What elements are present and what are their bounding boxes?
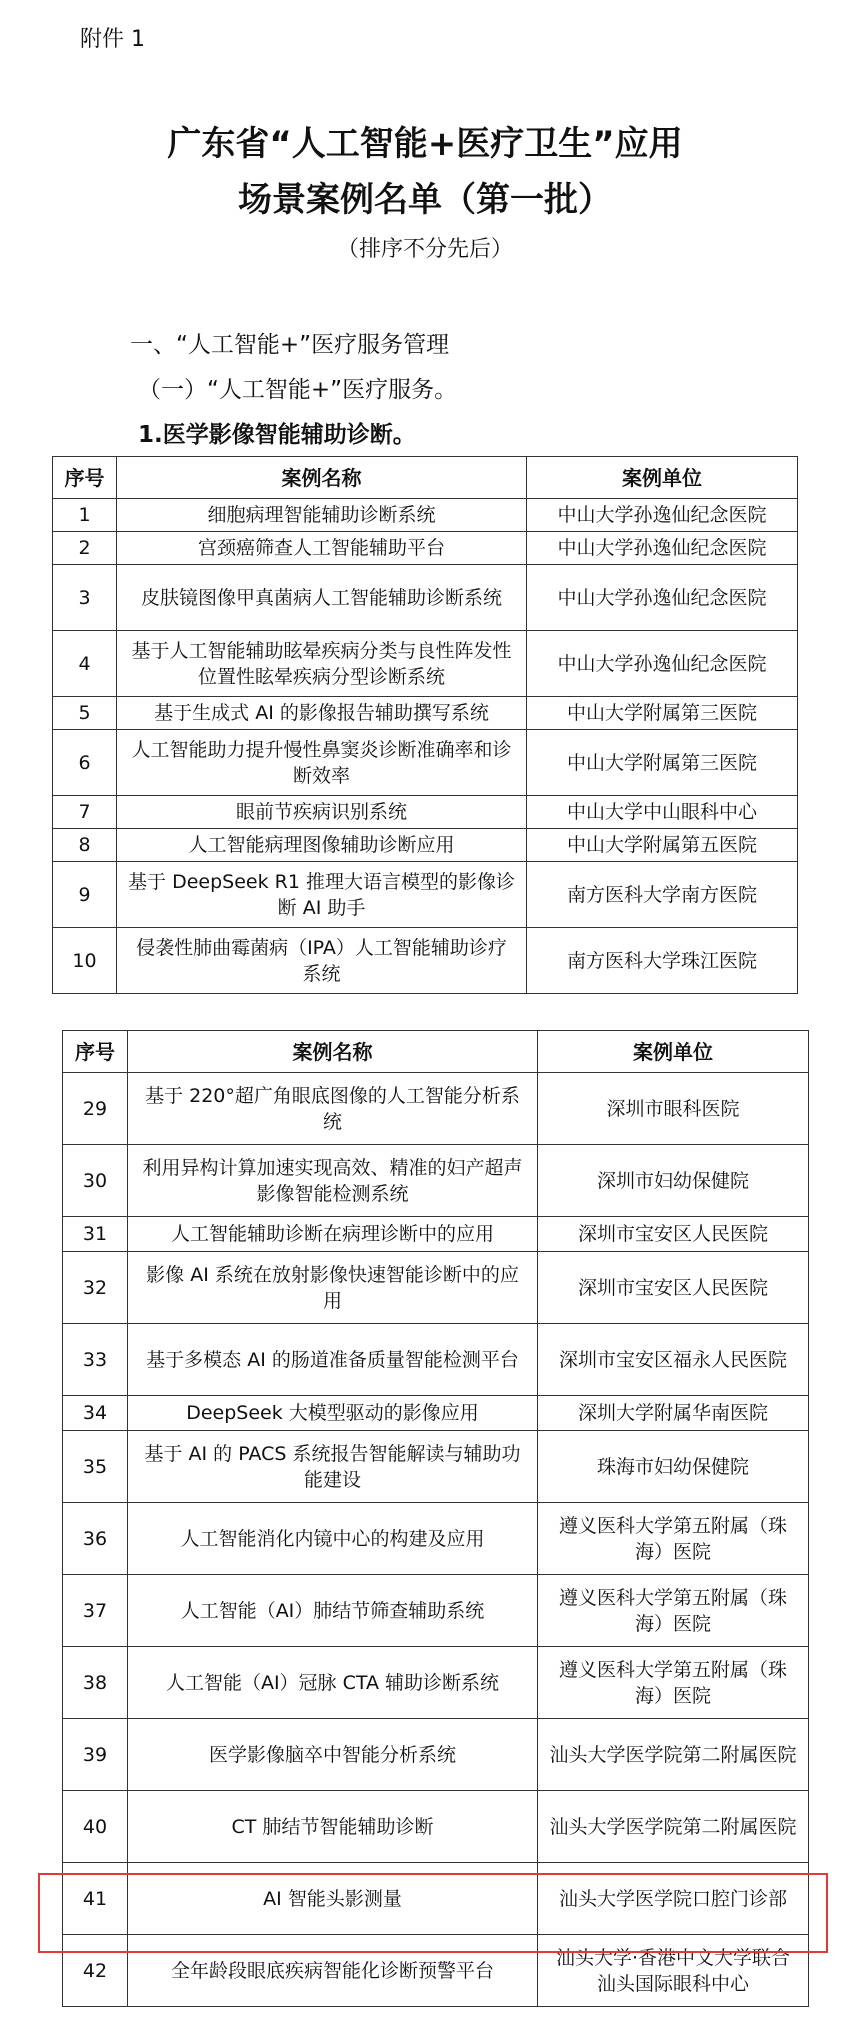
table-row — [63, 1503, 809, 1575]
cell-no: 39 — [63, 1719, 128, 1791]
cell-unit: 汕头大学医学院第二附属医院 — [538, 1719, 809, 1791]
cell-unit: 汕头大学·香港中文大学联合汕头国际眼科中心 — [538, 1935, 809, 2007]
table-row — [53, 565, 798, 631]
cell-name: 人工智能消化内镜中心的构建及应用 — [128, 1503, 538, 1575]
cell-no: 41 — [63, 1863, 128, 1935]
cell-unit: 南方医科大学南方医院 — [527, 862, 798, 928]
cell-name: 宫颈癌筛查人工智能辅助平台 — [117, 532, 527, 565]
cell-no: 35 — [63, 1431, 128, 1503]
subsection-item-heading: 1.医学影像智能辅助诊断。 — [138, 422, 416, 448]
table-row — [63, 1431, 809, 1503]
table-row — [63, 1073, 809, 1145]
table-row — [63, 1145, 809, 1217]
cell-unit: 深圳大学附属华南医院 — [538, 1396, 809, 1431]
header-unit: 案例单位 — [527, 457, 798, 499]
cell-name: 基于 DeepSeek R1 推理大语言模型的影像诊断 AI 助手 — [117, 862, 527, 928]
cell-unit: 珠海市妇幼保健院 — [538, 1431, 809, 1503]
cell-no: 37 — [63, 1575, 128, 1647]
cell-name: 细胞病理智能辅助诊断系统 — [117, 499, 527, 532]
table-row — [63, 1396, 809, 1431]
table-row — [53, 829, 798, 862]
cell-name: 人工智能辅助诊断在病理诊断中的应用 — [128, 1217, 538, 1252]
cell-no: 4 — [53, 631, 117, 697]
table-row — [63, 1719, 809, 1791]
cell-no: 32 — [63, 1252, 128, 1324]
cell-unit: 深圳市眼科医院 — [538, 1073, 809, 1145]
cell-no: 9 — [53, 862, 117, 928]
cell-unit: 遵义医科大学第五附属（珠海）医院 — [538, 1647, 809, 1719]
cell-no: 42 — [63, 1935, 128, 2007]
cell-name: AI 智能头影测量 — [128, 1863, 538, 1935]
header-name: 案例名称 — [117, 457, 527, 499]
cell-name: CT 肺结节智能辅助诊断 — [128, 1791, 538, 1863]
cell-no: 1 — [53, 499, 117, 532]
cell-name: 基于人工智能辅助眩晕疾病分类与良性阵发性位置性眩晕疾病分型诊断系统 — [117, 631, 527, 697]
cell-no: 30 — [63, 1145, 128, 1217]
case-table-1 — [52, 456, 798, 994]
table-row — [53, 730, 798, 796]
table-header-row — [53, 457, 798, 499]
order-note: （排序不分先后） — [336, 237, 513, 262]
header-name: 案例名称 — [128, 1031, 538, 1073]
table-row — [63, 1217, 809, 1252]
cell-name: 基于生成式 AI 的影像报告辅助撰写系统 — [117, 697, 527, 730]
cell-unit: 中山大学附属第三医院 — [527, 697, 798, 730]
cell-name: DeepSeek 大模型驱动的影像应用 — [128, 1396, 538, 1431]
table-row — [53, 928, 798, 994]
cell-name: 人工智能（AI）冠脉 CTA 辅助诊断系统 — [128, 1647, 538, 1719]
table-row — [53, 499, 798, 532]
header-no: 序号 — [53, 457, 117, 499]
cell-unit: 深圳市宝安区福永人民医院 — [538, 1324, 809, 1396]
table-row — [53, 631, 798, 697]
table-row — [63, 1863, 809, 1935]
cell-name: 侵袭性肺曲霉菌病（IPA）人工智能辅助诊疗系统 — [117, 928, 527, 994]
cell-name: 基于 220°超广角眼底图像的人工智能分析系统 — [128, 1073, 538, 1145]
table-row — [53, 796, 798, 829]
cell-name: 全年龄段眼底疾病智能化诊断预警平台 — [128, 1935, 538, 2007]
cell-unit: 汕头大学医学院口腔门诊部 — [538, 1863, 809, 1935]
cell-name: 人工智能（AI）肺结节筛查辅助系统 — [128, 1575, 538, 1647]
cell-unit: 汕头大学医学院第二附属医院 — [538, 1791, 809, 1863]
cell-unit: 中山大学孙逸仙纪念医院 — [527, 565, 798, 631]
table-2-body — [63, 1073, 809, 2007]
cell-no: 8 — [53, 829, 117, 862]
cell-name: 基于多模态 AI 的肠道准备质量智能检测平台 — [128, 1324, 538, 1396]
cell-no: 38 — [63, 1647, 128, 1719]
cell-no: 33 — [63, 1324, 128, 1396]
cell-unit: 深圳市妇幼保健院 — [538, 1145, 809, 1217]
cell-unit: 遵义医科大学第五附属（珠海）医院 — [538, 1503, 809, 1575]
cell-name: 影像 AI 系统在放射影像快速智能诊断中的应用 — [128, 1252, 538, 1324]
cell-unit: 中山大学附属第三医院 — [527, 730, 798, 796]
table-row — [53, 862, 798, 928]
cell-no: 2 — [53, 532, 117, 565]
cell-no: 40 — [63, 1791, 128, 1863]
cell-name: 利用异构计算加速实现高效、精准的妇产超声影像智能检测系统 — [128, 1145, 538, 1217]
cell-unit: 中山大学中山眼科中心 — [527, 796, 798, 829]
cell-name: 医学影像脑卒中智能分析系统 — [128, 1719, 538, 1791]
cell-no: 29 — [63, 1073, 128, 1145]
table-row — [63, 1324, 809, 1396]
cell-name: 皮肤镜图像甲真菌病人工智能辅助诊断系统 — [117, 565, 527, 631]
case-table-2 — [62, 1030, 809, 2007]
page-title-line-2: 场景案例名单（第一批） — [238, 180, 612, 220]
cell-unit: 中山大学附属第五医院 — [527, 829, 798, 862]
table-row — [63, 1647, 809, 1719]
subsection-heading: （一）“人工智能+”医疗服务。 — [138, 377, 458, 403]
table-row — [53, 532, 798, 565]
cell-name: 眼前节疾病识别系统 — [117, 796, 527, 829]
table-row — [53, 697, 798, 730]
cell-name: 人工智能病理图像辅助诊断应用 — [117, 829, 527, 862]
header-unit: 案例单位 — [538, 1031, 809, 1073]
cell-unit: 中山大学孙逸仙纪念医院 — [527, 499, 798, 532]
cell-unit: 深圳市宝安区人民医院 — [538, 1252, 809, 1324]
table-header-row — [63, 1031, 809, 1073]
cell-unit: 遵义医科大学第五附属（珠海）医院 — [538, 1575, 809, 1647]
cell-no: 6 — [53, 730, 117, 796]
cell-no: 5 — [53, 697, 117, 730]
table-row — [63, 1575, 809, 1647]
cell-name: 基于 AI 的 PACS 系统报告智能解读与辅助功能建设 — [128, 1431, 538, 1503]
cell-no: 36 — [63, 1503, 128, 1575]
table-row — [63, 1252, 809, 1324]
table-row — [63, 1935, 809, 2007]
section-heading: 一、“人工智能+”医疗服务管理 — [130, 332, 450, 358]
table-row — [63, 1791, 809, 1863]
cell-unit: 南方医科大学珠江医院 — [527, 928, 798, 994]
table-1-body — [53, 499, 798, 994]
page-title-line-1: 广东省“人工智能+医疗卫生”应用 — [167, 124, 683, 164]
cell-no: 3 — [53, 565, 117, 631]
cell-name: 人工智能助力提升慢性鼻窦炎诊断准确率和诊断效率 — [117, 730, 527, 796]
cell-no: 7 — [53, 796, 117, 829]
cell-unit: 深圳市宝安区人民医院 — [538, 1217, 809, 1252]
cell-no: 34 — [63, 1396, 128, 1431]
cell-no: 10 — [53, 928, 117, 994]
attachment-label: 附件 1 — [80, 27, 145, 52]
header-no: 序号 — [63, 1031, 128, 1073]
cell-no: 31 — [63, 1217, 128, 1252]
cell-unit: 中山大学孙逸仙纪念医院 — [527, 532, 798, 565]
cell-unit: 中山大学孙逸仙纪念医院 — [527, 631, 798, 697]
